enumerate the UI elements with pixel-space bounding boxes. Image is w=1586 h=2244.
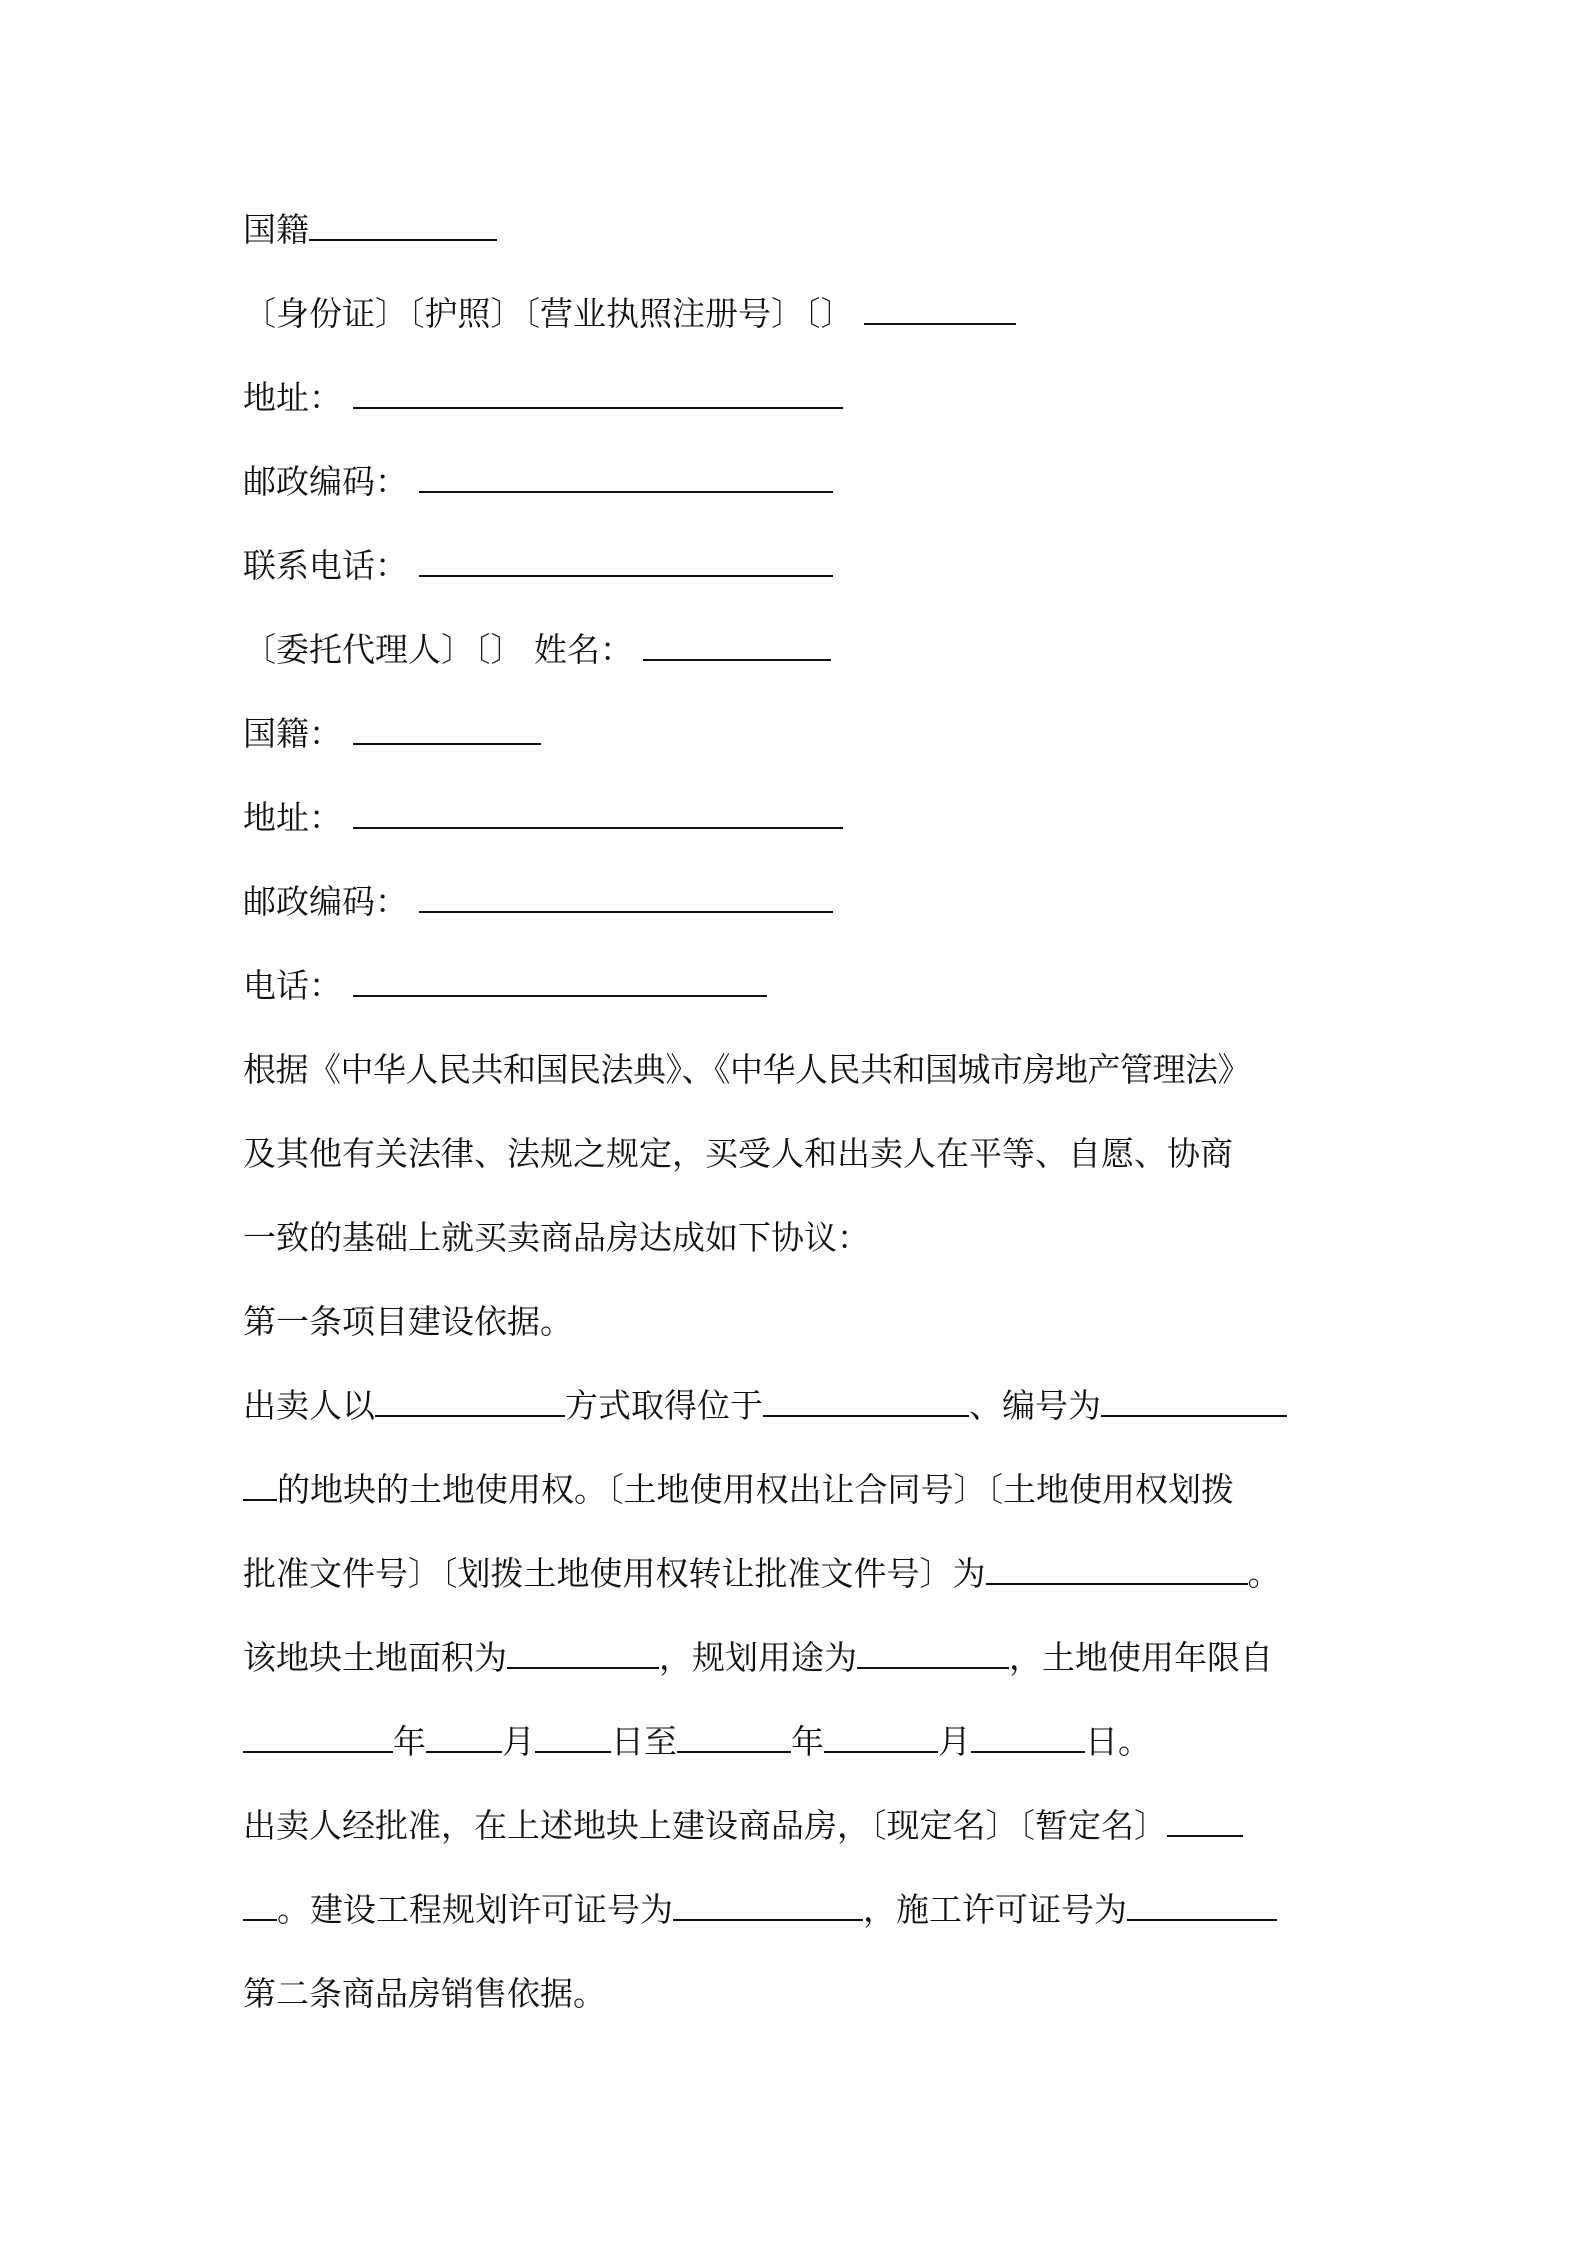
blank-field[interactable] [763,1385,969,1417]
land-term-line: 年 月 日至 年 月 日。 [243,1720,1151,1764]
building-name-line: 出卖人经批准，在上述地块上建设商品房，〔现定名〕〔暂定名〕 [243,1804,1243,1848]
paragraph-line: 及其他有关法律、法规之规定，买受人和出卖人在平等、自愿、协商 [243,1134,1233,1173]
blank-field[interactable] [426,1721,502,1753]
blank-field[interactable] [353,797,843,829]
approval-doc-line: 批准文件号〕〔划拨土地使用权转让批准文件号〕为 。 [243,1554,1281,1593]
postal-code-line-2: 邮政编码： [243,880,833,924]
postal-code-line-1: 邮政编码： [243,460,833,504]
blank-field[interactable] [353,965,767,997]
blank-field[interactable] [986,1553,1248,1585]
phone-line: 电话： [243,964,767,1008]
article-2-title: 第二条商品房销售依据。 [243,1974,606,2013]
agent-name-line: 〔委托代理人〕〔〕 姓名： [243,628,831,672]
blank-field[interactable] [419,461,833,493]
blank-field[interactable] [535,1721,611,1753]
blank-field[interactable] [419,545,833,577]
land-area-line: 该地块土地面积为 ，规划用途为 ，土地使用年限自 [243,1638,1273,1677]
address-line-1: 地址： [243,376,843,420]
contact-phone-line: 联系电话： [243,544,833,588]
blank-field[interactable] [243,1721,393,1753]
blank-field[interactable] [643,629,831,661]
land-acquisition-line: 出卖人以 方式取得位于 、编号为 [243,1384,1287,1428]
permit-numbers-line: 。建设工程规划许可证号为 ，施工许可证号为 [243,1888,1277,1932]
blank-field[interactable] [673,1889,863,1921]
blank-field[interactable] [824,1721,938,1753]
paragraph-line: 一致的基础上就买卖商品房达成如下协议： [243,1218,870,1257]
blank-field[interactable] [864,293,1016,325]
blank-field[interactable] [507,1637,659,1669]
blank-field[interactable] [309,209,497,241]
article-1-title: 第一条项目建设依据。 [243,1302,573,1341]
blank-field[interactable] [353,713,541,745]
blank-field[interactable] [243,1889,277,1921]
id-type-line: 〔身份证〕〔护照〕〔营业执照注册号〕〔〕 [243,292,1016,336]
blank-field[interactable] [857,1637,1009,1669]
blank-field[interactable] [677,1721,791,1753]
blank-field[interactable] [419,881,833,913]
blank-field[interactable] [1127,1889,1277,1921]
blank-field[interactable] [1101,1385,1287,1417]
address-line-2: 地址： [243,796,843,840]
blank-field[interactable] [375,1385,565,1417]
nationality-line-1: 国籍 [243,208,497,252]
paragraph-line: 根据《中华人民共和国民法典》、《中华人民共和国城市房地产管理法》 [243,1050,1250,1089]
blank-field[interactable] [971,1721,1085,1753]
nationality-line-2: 国籍： [243,712,541,756]
blank-field[interactable] [243,1469,277,1501]
blank-field[interactable] [353,377,843,409]
blank-field[interactable] [1167,1805,1243,1837]
land-use-right-line: 的地块的土地使用权。〔土地使用权出让合同号〕〔土地使用权划拨 [243,1468,1234,1512]
